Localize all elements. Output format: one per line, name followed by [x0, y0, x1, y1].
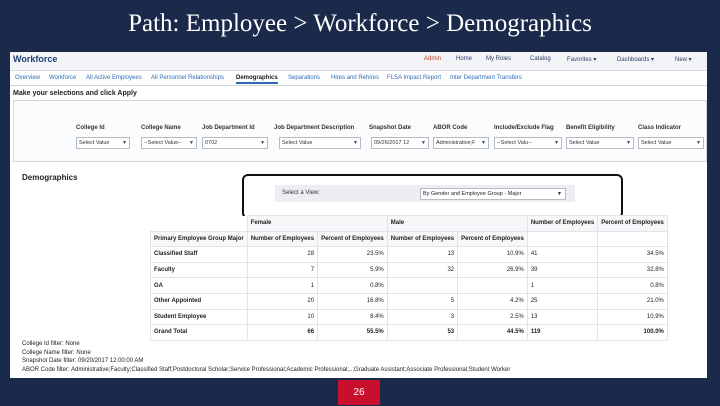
job-department-description-select[interactable] — [279, 137, 361, 149]
table-cell: 0.8% — [318, 278, 388, 294]
chevron-down-icon: ▼ — [481, 140, 486, 146]
chevron-down-icon: ▼ — [626, 140, 631, 146]
table-row — [151, 309, 668, 325]
table-cell: 100.0% — [598, 325, 668, 341]
prompt-label-snapshot-date: Snapshot Date — [369, 125, 412, 131]
tab-workforce[interactable]: Workforce — [49, 75, 77, 81]
snapshot-date-select[interactable] — [371, 137, 429, 149]
table-header-col-1: Number of Employees — [247, 231, 317, 247]
table-cell: Other Appointed — [151, 293, 248, 309]
table-cell: 1 — [247, 278, 317, 294]
prompt-title: Make your selections and click Apply — [13, 90, 137, 97]
table-cell: 53 — [387, 325, 457, 341]
chevron-down-icon: ▼ — [260, 140, 265, 146]
table-row — [151, 293, 668, 309]
page-number: 26 — [338, 380, 380, 405]
table-row — [151, 262, 668, 278]
chevron-down-icon: ▼ — [554, 140, 559, 146]
app-header — [10, 52, 707, 71]
prompt-panel — [13, 100, 707, 162]
tab-demographics[interactable]: Demographics — [236, 75, 278, 84]
table-cell: 8.4% — [318, 309, 388, 325]
table-header-col-3: Number of Employees — [387, 231, 457, 247]
snapshot-date-value: 09/26/2017 12 — [374, 140, 410, 146]
table-cell: Classified Staff — [151, 247, 248, 263]
prompt-label-abor-code: ABOR Code — [433, 125, 468, 131]
app-name: Workforce — [13, 54, 58, 64]
user-name[interactable]: Admin — [424, 56, 442, 62]
view-select-value: By Gender and Employee Group - Major — [423, 191, 522, 197]
table-cell: 16.8% — [318, 293, 388, 309]
table-cell: 66 — [247, 325, 317, 341]
include-exclude-flag-value: --Select Valu-- — [497, 140, 532, 146]
nav-my-roles[interactable]: My Roles — [486, 56, 512, 62]
table-group-spacer — [151, 216, 248, 232]
table-header-row — [151, 231, 668, 247]
nav-home[interactable]: Home — [456, 56, 473, 62]
table-header-col-5: Number of Employees — [527, 216, 597, 232]
filter-snapshot-date: Snapshot Date filter: 09/20/2017 12:00:00 AM — [22, 358, 144, 364]
table-cell — [387, 278, 457, 294]
table-header-blank — [527, 231, 597, 247]
chevron-down-icon: ▼ — [557, 191, 562, 197]
table-cell: 5 — [387, 293, 457, 309]
college-id-select[interactable] — [76, 137, 130, 149]
table-cell: 34.5% — [598, 247, 668, 263]
filter-college-name: College Name filter: None — [22, 349, 91, 356]
table-cell: 41 — [527, 247, 597, 263]
job-department-description-value: Select Value — [282, 140, 313, 146]
table-cell: Faculty — [151, 262, 248, 278]
include-exclude-flag-select[interactable] — [494, 137, 562, 149]
table-cell: 25 — [527, 293, 597, 309]
chevron-down-icon: ▼ — [696, 140, 701, 146]
class-indicator-value: Select Value — [641, 140, 672, 146]
filter-college-id: College Id filter: None — [22, 341, 80, 347]
table-cell: 55.5% — [318, 325, 388, 341]
prompt-label-class-indicator: Class Indicator — [638, 125, 682, 131]
college-name-select[interactable] — [141, 137, 197, 149]
tab-overview[interactable]: Overview — [15, 75, 41, 81]
table-cell: 3 — [387, 309, 457, 325]
nav-new[interactable]: New ▾ — [675, 57, 692, 63]
table-cell: 10 — [247, 309, 317, 325]
table-cell: 4.2% — [458, 293, 528, 309]
prompt-label-benefit-eligibility: Benefit Eligibility — [566, 125, 615, 131]
chevron-down-icon: ▼ — [189, 140, 194, 146]
dashboard-tabs — [10, 71, 707, 86]
table-total-row — [151, 325, 668, 341]
table-cell: Grand Total — [151, 325, 248, 341]
table-cell: 13 — [527, 309, 597, 325]
nav-favorites[interactable]: Favorites ▾ — [567, 57, 597, 63]
table-header-col-6: Percent of Employees — [598, 216, 668, 232]
section-title: Demographics — [22, 173, 78, 182]
job-department-id-select[interactable] — [202, 137, 268, 149]
tab-separations[interactable]: Separations — [288, 75, 321, 81]
abor-code-select[interactable] — [433, 137, 489, 149]
tab-flsa-impact-report[interactable]: FLSA Impact Report — [387, 75, 442, 81]
class-indicator-select[interactable] — [638, 137, 704, 149]
app-screenshot — [10, 52, 707, 378]
table-header-col-2: Percent of Employees — [318, 231, 388, 247]
table-cell: 119 — [527, 325, 597, 341]
benefit-eligibility-select[interactable] — [566, 137, 634, 149]
table-cell: 0.8% — [598, 278, 668, 294]
table-header-col-4: Percent of Employees — [458, 231, 528, 247]
table-header-blank — [598, 231, 668, 247]
prompt-label-job-department-id: Job Department Id — [202, 125, 255, 131]
prompt-label-college-id: College Id — [76, 125, 105, 131]
slide-title: Path: Employee > Workforce > Demographics — [128, 10, 592, 37]
table-row — [151, 247, 668, 263]
table-cell: 10.9% — [598, 309, 668, 325]
table-cell: 13 — [387, 247, 457, 263]
table-cell: 21.0% — [598, 293, 668, 309]
college-id-value: Select Value — [79, 140, 110, 146]
chevron-down-icon: ▼ — [353, 140, 358, 146]
nav-dashboards[interactable]: Dashboards ▾ — [617, 57, 655, 63]
demographics-table — [150, 215, 668, 341]
table-group-header-row — [151, 216, 668, 232]
filter-abor-code: ABOR Code filter: Administrative;Faculty;Classified Staff;Postdoctoral Scholar;Service Professional;Academic Professional;..;Graduate Assistant;Associate Professional;Student Worker — [22, 366, 511, 373]
table-cell: 20 — [247, 293, 317, 309]
abor-code-value: Administrative;F — [436, 140, 476, 146]
table-cell: 23.5% — [318, 247, 388, 263]
tab-inter-department-transfers[interactable]: Inter Department Transfers — [450, 75, 522, 81]
prompt-label-job-department-description: Job Department Description — [274, 125, 355, 131]
table-cell: 26.9% — [458, 262, 528, 278]
table-group-header-male: Male — [387, 216, 527, 232]
benefit-eligibility-value: Select Value — [569, 140, 600, 146]
table-cell: 5.9% — [318, 262, 388, 278]
prompt-label-include-exclude-flag: Include/Exclude Flag — [494, 125, 554, 131]
chevron-down-icon: ▼ — [421, 140, 426, 146]
table-cell: Student Employee — [151, 309, 248, 325]
filter-summary — [22, 340, 510, 374]
chevron-down-icon: ▼ — [122, 140, 127, 146]
table-cell: GA — [151, 278, 248, 294]
college-name-value: --Select Value-- — [144, 140, 182, 146]
table-cell: 7 — [247, 262, 317, 278]
table-cell — [458, 278, 528, 294]
job-department-id-value: 0702 — [205, 140, 218, 146]
table-cell: 28 — [247, 247, 317, 263]
tab-all-active-employees[interactable]: All Active Employees — [86, 75, 142, 81]
table-cell: 1 — [527, 278, 597, 294]
table-row — [151, 278, 668, 294]
tab-hires-and-rehires[interactable]: Hires and Rehires — [331, 75, 380, 81]
prompt-label-college-name: College Name — [141, 125, 181, 131]
table-cell: 44.5% — [458, 325, 528, 341]
table-cell: 39 — [527, 262, 597, 278]
nav-catalog[interactable]: Catalog — [530, 56, 551, 62]
table-header-col-0: Primary Employee Group Major — [151, 231, 248, 247]
table-cell: 32.8% — [598, 262, 668, 278]
table-cell: 10.9% — [458, 247, 528, 263]
table-cell: 2.5% — [458, 309, 528, 325]
table-cell: 32 — [387, 262, 457, 278]
view-selector-label: Select a View: — [282, 190, 320, 196]
highlight-box — [242, 174, 623, 219]
table-group-header-female: Female — [247, 216, 387, 232]
tab-all-personnel-relationships[interactable]: All Personnel Relationships — [151, 75, 225, 81]
